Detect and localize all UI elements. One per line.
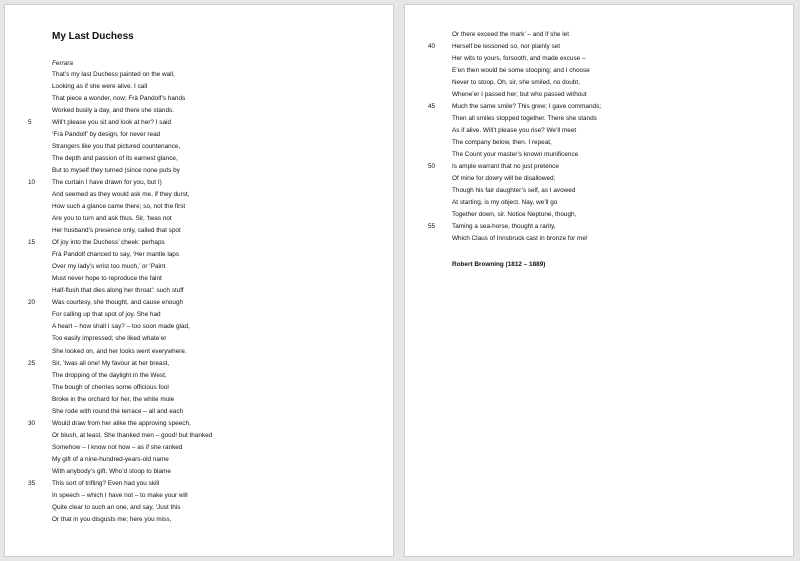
poem-subtitle: Ferrara xyxy=(52,60,73,67)
poem-author: Robert Browning (1812 – 1889) xyxy=(452,261,546,268)
poem-line: Sir, ’twas all one! My favour at her breast, xyxy=(52,359,170,367)
poem-line: Herself be lessoned so, nor plainly set xyxy=(452,43,560,50)
poem-line: And seemed as they would ask me, if they durst, xyxy=(52,191,190,199)
poem-line: Quite clear to such an one, and say, ‘Just this xyxy=(52,503,181,511)
line-number: 40 xyxy=(428,43,436,50)
poem-line: That piece a wonder, now; Frà Pandolf’s hands xyxy=(52,95,186,102)
line-number: 30 xyxy=(28,419,36,427)
poem-line: Over my lady’s wrist too much,’ or ‘Paint xyxy=(52,263,166,271)
poem-line: Though his fair daughter’s self, as I avowed xyxy=(452,186,576,194)
poem-line: As if alive. Will’t please you rise? We’ll meet xyxy=(452,126,577,134)
poem-line: With anybody’s gift. Who’d stoop to blame xyxy=(52,467,171,475)
line-number: 35 xyxy=(28,479,36,487)
line-number: 20 xyxy=(28,299,36,307)
poem-line: ‘Frà Pandolf’ by design, for never read xyxy=(52,131,161,139)
poem-line: Half-flush that dies along her throat’: such stuff xyxy=(52,287,184,295)
poem-line: Her husband’s presence only, called that spot xyxy=(52,227,181,235)
poem-line: This sort of trifling? Even had you skill xyxy=(52,479,160,487)
poem-line: The company below, then. I repeat, xyxy=(452,138,552,146)
poem-line: My gift of a nine-hundred-years-old name xyxy=(52,455,169,463)
poem-line: Will’t please you sit and look at her? I said xyxy=(52,119,171,127)
poem-line: Must never hope to reproduce the faint xyxy=(52,275,162,283)
poem-line: Would draw from her alike the approving speech, xyxy=(52,419,191,427)
line-number: 55 xyxy=(428,222,436,230)
line-number: 5 xyxy=(28,119,32,127)
poem-line: Taming a sea-horse, thought a rarity, xyxy=(452,222,556,230)
poem-line: Frà Pandolf chanced to say, ‘Her mantle laps xyxy=(52,251,180,259)
poem-line: For calling up that spot of joy. She had xyxy=(52,311,161,319)
poem-line: E’en then would be some stooping; and I choose xyxy=(452,66,590,74)
poem-line: But to myself they turned (since none puts by xyxy=(52,167,180,175)
poem-line: Too easily impressed; she liked whate’er xyxy=(52,335,167,343)
poem-line: Broke in the orchard for her, the white mule xyxy=(52,395,175,403)
line-number: 25 xyxy=(28,359,36,367)
poem-line: She rode with round the terrace – all and each xyxy=(52,407,184,415)
poem-line: Whene’er I passed her; but who passed without xyxy=(452,90,587,98)
poem-line: Or blush, at least. She thanked men – good! but thanked xyxy=(52,431,213,439)
poem-line: The depth and passion of its earnest glance, xyxy=(52,155,178,163)
line-number: 15 xyxy=(28,239,36,247)
poem-line: Or there exceed the mark’ – and if she let xyxy=(452,31,569,38)
poem-line: Which Claus of Innsbruck cast in bronze for me! xyxy=(452,234,588,242)
poem-title: My Last Duchess xyxy=(52,31,134,42)
poem-line: The curtain I have drawn for you, but I) xyxy=(52,179,162,187)
poem-line: Much the same smile? This grew; I gave commands; xyxy=(452,102,602,110)
poem-line: Somehow – I know not how – as if she ranked xyxy=(52,443,183,451)
poem-line: She looked on, and her looks went everywhere. xyxy=(52,347,187,355)
poem-line: Together down, sir. Notice Neptune, though, xyxy=(452,210,577,218)
poem-line: How such a glance came there; so, not the first xyxy=(52,203,186,211)
poem-line: Never to stoop. Oh, sir, she smiled, no doubt, xyxy=(452,78,580,86)
poem-line: Are you to turn and ask thus. Sir, ’twas not xyxy=(52,215,172,223)
poem-line: Was courtesy, she thought, and cause enough xyxy=(52,299,184,307)
poem-line: Or that in you disgusts me; here you miss, xyxy=(52,515,172,523)
poem-line: Of mine for dowry will be disallowed; xyxy=(452,174,556,182)
document-page-1 xyxy=(4,4,394,557)
poem-line: The dropping of the daylight in the West, xyxy=(52,371,167,379)
poem-line: Worked busily a day, and there she stands. xyxy=(52,107,174,115)
poem-line: The bough of cherries some officious fool xyxy=(52,383,169,391)
line-number: 50 xyxy=(428,162,436,170)
document-page-2 xyxy=(404,4,794,557)
poem-line: That’s my last Duchess painted on the wall, xyxy=(52,71,175,78)
poem-line: A heart – how shall I say? – too soon made glad, xyxy=(52,323,190,331)
poem-line: Of joy into the Duchess’ cheek: perhaps xyxy=(52,239,165,247)
poem-line: Then all smiles stopped together. There she stands xyxy=(452,114,597,122)
poem-line: At starting, is my object. Nay, we’ll go xyxy=(452,198,558,206)
poem-line: The Count your master’s known munificence xyxy=(452,150,579,158)
poem-line: Strangers like you that pictured countenance, xyxy=(52,143,181,151)
poem-line: Her wits to yours, forsooth, and made excuse – xyxy=(452,54,586,62)
poem-line: Is ample warrant that no just pretence xyxy=(452,162,559,170)
poem-line: Looking as if she were alive. I call xyxy=(52,83,148,90)
poem-line: In speech – which I have not – to make your will xyxy=(52,491,188,499)
line-number: 10 xyxy=(28,179,36,187)
line-number: 45 xyxy=(428,102,436,110)
